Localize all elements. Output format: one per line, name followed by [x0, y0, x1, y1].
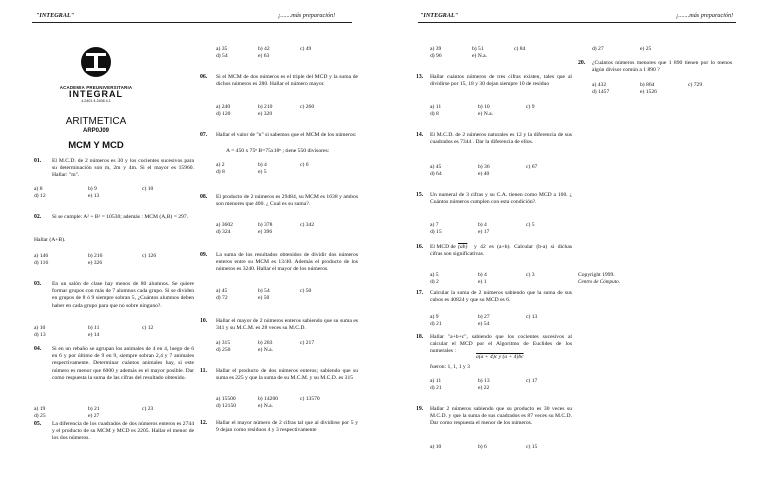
answer-option: c) 126	[142, 253, 157, 259]
subject-code: ARP0J09	[82, 128, 109, 134]
answer-option: b) 216	[88, 253, 103, 259]
question-number: 06.	[200, 74, 208, 80]
question-text: La diferencia de los cuadrados de dos números enteros es 2744 y el producto de su MCM y MCD es 2205. Hallar el menor de los dos números.	[52, 421, 194, 442]
answer-option: d) 13	[34, 332, 46, 338]
answer-option: b) 378	[258, 222, 273, 228]
question-number: 17.	[416, 290, 424, 296]
answer-option: a) 11	[430, 104, 442, 110]
answer-option: d) 15	[430, 229, 442, 235]
answer-option: b) 210	[258, 104, 273, 110]
question-text: Hallar el mayor número de 2 cifras tal que al dividirse por 5 y 9 dejan como residuos 4 y 3 respectivamente	[216, 420, 358, 434]
answer-option: e) 22	[478, 385, 490, 391]
answer-option: c) 12	[142, 325, 154, 331]
answer-option: b) 9	[88, 186, 97, 192]
question-number: 18.	[416, 334, 424, 340]
answer-option: e) N.a.	[478, 111, 494, 117]
header-rule-left	[32, 22, 352, 23]
question-number: 10.	[200, 318, 208, 324]
answer-option: d) 8	[216, 169, 225, 175]
answer-option: a) 10	[34, 325, 46, 331]
question-number: 09.	[200, 252, 208, 258]
answer-option: e) 17	[478, 229, 490, 235]
question-text: Hallar cuántos números de tres cifras existen, tales que al dividirse por 15, 18 y 30 dejan siempre 10 de residuo	[430, 74, 572, 88]
answer-option: d) 25	[34, 413, 46, 419]
academy-logo	[52, 44, 140, 108]
answer-option: e) 25	[640, 46, 652, 52]
answer-option: c) 15	[526, 444, 538, 450]
answer-option: b) 54	[258, 288, 270, 294]
question-number: 15.	[416, 192, 424, 198]
question-text: Si se cumple: A² + B² = 10530; además : MCM (A,B) = 297.	[52, 214, 189, 220]
answer-option: b) 6	[478, 444, 487, 450]
copyright-text: Copyright 1999.	[578, 272, 615, 278]
question-extra: Hallar (A+B).	[34, 237, 66, 243]
answer-option: b) 42	[258, 46, 270, 52]
answer-option: a) 5	[430, 272, 439, 278]
answer-option: b) 13	[478, 378, 490, 384]
answer-option: a) 15500	[216, 396, 236, 402]
answer-option: a) 11	[430, 378, 442, 384]
answer-option: b) 4	[478, 222, 487, 228]
answer-option: a) 19	[34, 406, 46, 412]
answer-option: e) N.a.	[258, 347, 274, 353]
answer-option: c) 13570	[300, 396, 320, 402]
answer-option: a) 315	[216, 340, 231, 346]
topic-title: MCM Y MCD	[68, 140, 124, 151]
question-formula: a(a + 4)c y (a + 4)bc	[476, 354, 524, 360]
answer-option: c) 342	[300, 222, 315, 228]
answer-option: c) 67	[526, 164, 538, 170]
answer-option: e) 326	[88, 260, 103, 266]
answer-option: d) 64	[430, 171, 442, 177]
answer-option: c) 6	[300, 162, 309, 168]
question-text: Calcular la suma de 2 números sabiendo que la suma de sus cubos es 40824 y que su MCD es 6.	[430, 290, 572, 304]
answer-option: e) 5	[258, 169, 267, 175]
answer-option: e) 1	[478, 279, 487, 285]
answer-option: c) 5	[526, 222, 535, 228]
header-brand-right: "INTEGRAL"	[420, 12, 459, 19]
answer-option: d) 21	[430, 321, 442, 327]
answer-option: a) 7	[430, 222, 439, 228]
answer-option: d) 54	[216, 53, 228, 59]
question-text: Hallar el valor de "n" si sabemos que el MCM de los números:	[216, 132, 357, 138]
answer-option: d) 12150	[216, 403, 237, 409]
answer-option: d) 116	[34, 260, 49, 266]
answer-option: d) 27	[592, 46, 604, 52]
answer-option: c) 49	[300, 46, 312, 52]
answer-option: b) 11	[88, 325, 100, 331]
subject-title: ARITMETICA	[65, 116, 127, 127]
answer-option: c) 10	[142, 186, 154, 192]
answer-option: b) 36	[478, 164, 490, 170]
answer-option: c) 13	[526, 314, 538, 320]
answer-option: a) 35	[216, 46, 228, 52]
answer-option: b) 27	[478, 314, 490, 320]
answer-option: c) 84	[514, 46, 526, 52]
answer-option: d) 8	[430, 111, 439, 117]
answer-option: d) 21	[430, 385, 442, 391]
answer-option: d) 1457	[592, 89, 610, 95]
logo-line3: 4-2401 4-2408 4-1	[81, 99, 111, 103]
question-tail: fueron: 1, 1, 1 y 3	[430, 364, 470, 370]
copyright-center: Centro de Cómputo.	[578, 279, 621, 285]
question-text: Hallar el mayor de 2 números enteros sabiendo que su suma es 341 y su M.C.M. es 28 veces su M.C.D.	[216, 318, 358, 332]
question-text: En un salón de clase hay menos de 80 alumnos. Se quiere formar grupos con más de 7 alumnos cada grupo. Si se dividen en grupos de 8 ó 9 siempre sobran 5, ¿Cuántos alumnos deben haber en cada grupo para que no sobre ninguno?.	[52, 281, 194, 309]
answer-option: e) 13	[88, 193, 100, 199]
answer-option: d) 120	[216, 111, 231, 117]
answer-option: e) 320	[258, 111, 273, 117]
answer-option: a) 10	[430, 444, 442, 450]
answer-option: c) 260	[300, 104, 315, 110]
answer-option: e) 50	[258, 295, 270, 301]
question-text: El M.C.D. de 2 números naturales es 12 y la diferencia de sus cuadrados es 7344 . Dar la diferencia de ellos.	[430, 132, 572, 146]
answer-option: c) 9	[526, 104, 535, 110]
question-text: Un numeral de 3 cifras y su C.A. tienen como MCD a 100. ¿ Cuántos números cumplen con esta condición?.	[430, 192, 572, 206]
answer-option: c) 729	[688, 82, 703, 88]
answer-option: a) 45	[216, 288, 228, 294]
answer-option: b) 4	[478, 272, 487, 278]
question-text: El M.C.D. de 2 números es 30 y los cocientes sucesivos para su determinación son m, 2m y 4m. Si el mayor es 15960. Hallar: "m".	[52, 158, 194, 179]
answer-option: a) 39	[430, 46, 442, 52]
answer-option: e) 27	[88, 413, 100, 419]
answer-option: e) 14	[88, 332, 100, 338]
answer-option: c) 217	[300, 340, 315, 346]
logo-line2: INTEGRAL	[69, 89, 123, 99]
question-text: Si el MCM de dos números es el triple del MCD y la suma de dichos números es 280. Hallar el número mayor.	[216, 74, 358, 88]
answer-option: b) 14200	[258, 396, 279, 402]
question-text: El producto de 2 números es 29484, su MCM es 1638 y ambos son menores que 400. ¿ Cual es su suma?.	[216, 194, 358, 208]
answer-option: a) 240	[216, 104, 231, 110]
answer-option: d) 324	[216, 229, 231, 235]
question-number: 01.	[34, 158, 42, 164]
answer-option: b) 283	[258, 340, 273, 346]
question-number: 20.	[578, 60, 586, 66]
answer-option: e) 1526	[640, 89, 657, 95]
answer-option: c) 50	[300, 288, 312, 294]
answer-option: e) N.a.	[258, 403, 274, 409]
answer-option: c) 23	[142, 406, 154, 412]
header-slogan-left: ¡.......más preparación!	[278, 12, 336, 19]
answer-option: e) 63	[258, 53, 270, 59]
answer-option: a) 45	[430, 164, 442, 170]
header-rule-right	[418, 22, 736, 23]
question-number: 19.	[416, 406, 424, 412]
question-text: La suma de los resultados obtenidos de dividir dos números enteros entre su MCM es 13/40. Además el producto de los números es 3240. Hallar el mayor de los números.	[216, 252, 358, 273]
question-number: 11.	[200, 368, 207, 374]
question-number: 12.	[200, 420, 208, 426]
answer-option: b) 51	[472, 46, 484, 52]
answer-option: c) 17	[526, 378, 538, 384]
answer-option: a) 146	[34, 253, 49, 259]
question-text: y 42 es (a+b). Calcular (b-a) si dichas cifras son significativas.	[430, 244, 572, 258]
answer-option: e) 54	[478, 321, 490, 327]
answer-option: d) 250	[216, 347, 231, 353]
answer-option: a) 9	[430, 314, 439, 320]
question-text: Hallar 2 números sabiendo que su producto es 30 veces su M.C.D. y que la suma de sus cuadrados es 87 veces su M.C.D. Dar como respuesta el menor de los números.	[430, 406, 572, 427]
question-number: 08.	[200, 194, 208, 200]
answer-option: e) 40	[478, 171, 490, 177]
answer-option: b) 10	[478, 104, 490, 110]
answer-option: d) 2	[430, 279, 439, 285]
answer-option: c) 3	[526, 272, 535, 278]
overline-numeral: (ab)	[458, 244, 468, 250]
question-number: 13.	[416, 74, 424, 80]
answer-option: a) 8	[34, 186, 43, 192]
question-text: Hallar el producto de dos números enteros; sabiendo que su suma es 225 y que la suma de su M.C.M. y su M.C.D. es 315	[216, 368, 358, 382]
question-text: Si en un rebaño se agrupan los animales de 4 en 4, luego de 6 en 6 y por último de 9 en 9, siempre sobran 2,4 y 7 animales respectivamente. Determinar cuántos animales hay, si este número es menor que 6000 y además es el mayor posible. Dar como respuesta la suma de las cifras del resultado obtenido.	[52, 346, 194, 381]
question-number: 02.	[34, 214, 42, 220]
question-number: 04.	[34, 346, 42, 352]
question-number: 07.	[200, 132, 208, 138]
logo-line1: ACADEMIA PREUNIVERSITARIA	[59, 85, 133, 90]
answer-option: a) 2	[216, 162, 225, 168]
answer-option: b) 4	[258, 162, 267, 168]
question-text: ¿Cuántos números menores que 1 890 tienen por lo menos algún divisor común a 1 890 ?	[592, 60, 732, 74]
answer-option: a) 432	[592, 82, 607, 88]
header-brand-left: "INTEGRAL"	[36, 12, 75, 19]
logo-emblem-icon	[52, 44, 140, 80]
answer-option: b) 21	[88, 406, 100, 412]
question-text: El MCD de	[430, 244, 456, 250]
answer-option: e) N.a.	[472, 53, 488, 59]
question-number: 03.	[34, 281, 42, 287]
answer-option: a) 3602	[216, 222, 233, 228]
answer-option: d) 12	[34, 193, 46, 199]
answer-option: d) 72	[216, 295, 228, 301]
question-text: Hallar "a+b+c", sabiendo que los cocientes sucesivos al calcular el MCD por el Algoritmo de Euclides de los numerales :	[430, 334, 572, 355]
answer-option: d) 96	[430, 53, 442, 59]
header-slogan-right: ¡.......más preparación!	[676, 12, 734, 19]
answer-option: b) 864	[640, 82, 655, 88]
question-number: 16.	[416, 244, 424, 250]
question-number: 14.	[416, 132, 424, 138]
question-number: 05.	[34, 421, 42, 427]
question-formula: A = 450 x 75ⁿ B=75x18ⁿ ; tiene 550 divisores:	[226, 148, 330, 154]
answer-option: e) 396	[258, 229, 273, 235]
